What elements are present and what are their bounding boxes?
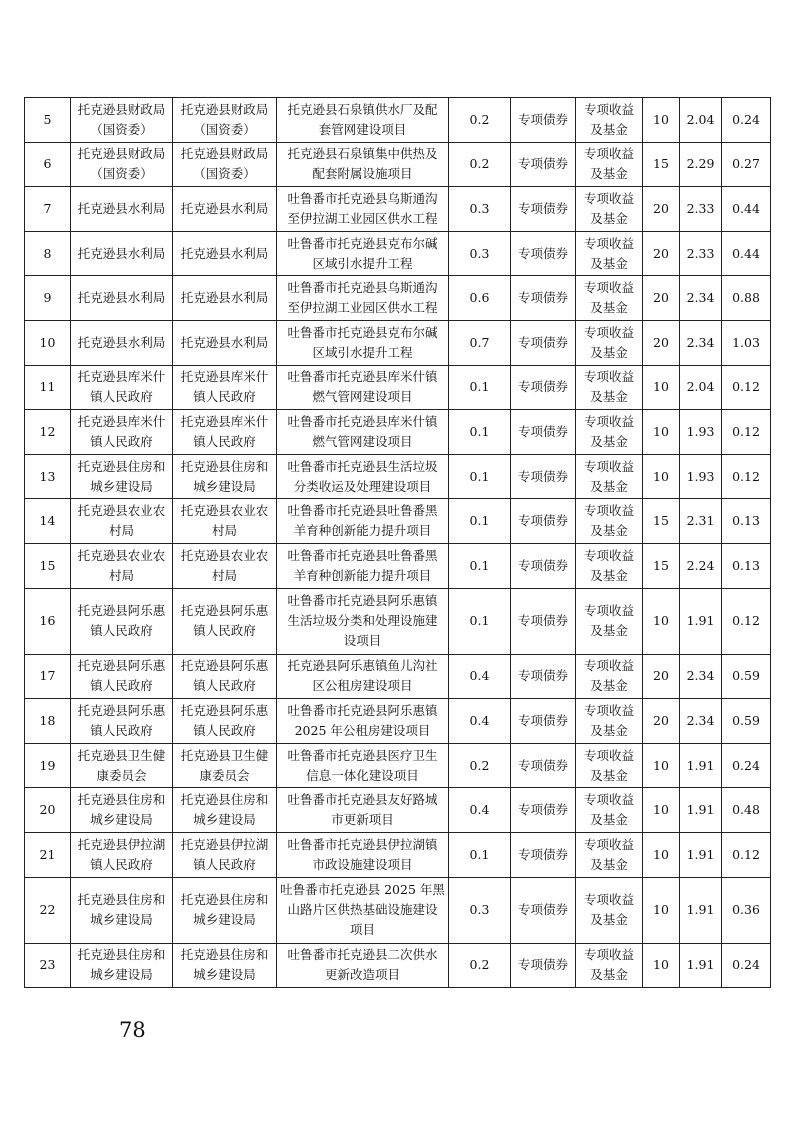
repayment-source-cell: 专项收益 及基金: [576, 743, 643, 788]
interest-rate-cell: 2.34: [680, 699, 722, 744]
term-years-cell: 15: [643, 142, 680, 187]
row-number-cell: 10: [25, 320, 71, 365]
table-row: [25, 187, 771, 232]
table-row: [25, 877, 771, 943]
borrowing-unit-cell: 托克逊县住房和 城乡建设局: [71, 454, 173, 499]
project-department-cell: 托克逊县农业农 村局: [173, 543, 277, 588]
bond-type-cell: 专项债券: [511, 788, 576, 833]
bond-amount-cell: 0.1: [449, 499, 511, 544]
interest-rate-cell: 1.91: [680, 877, 722, 943]
bond-amount-cell: 0.6: [449, 276, 511, 321]
repayment-source-cell: 专项收益 及基金: [576, 699, 643, 744]
project-name-cell: 吐鲁番市托克逊县库米什镇 燃气管网建设项目: [277, 410, 449, 455]
interest-rate-cell: 1.91: [680, 832, 722, 877]
term-years-cell: 10: [643, 98, 680, 143]
interest-amount-cell: 0.36: [722, 877, 771, 943]
table-row: [25, 543, 771, 588]
bond-type-cell: 专项债券: [511, 943, 576, 988]
bond-project-table: [24, 97, 771, 988]
interest-amount-cell: 0.13: [722, 499, 771, 544]
table-row: [25, 320, 771, 365]
bond-type-cell: 专项债券: [511, 410, 576, 455]
bond-amount-cell: 0.1: [449, 454, 511, 499]
term-years-cell: 10: [643, 454, 680, 499]
bond-amount-cell: 0.1: [449, 410, 511, 455]
project-department-cell: 托克逊县水利局: [173, 276, 277, 321]
project-name-cell: 托克逊县石泉镇供水厂及配 套管网建设项目: [277, 98, 449, 143]
project-department-cell: 托克逊县住房和 城乡建设局: [173, 788, 277, 833]
bond-amount-cell: 0.2: [449, 743, 511, 788]
project-department-cell: 托克逊县库米什 镇人民政府: [173, 365, 277, 410]
term-years-cell: 10: [643, 365, 680, 410]
table-row: [25, 788, 771, 833]
interest-amount-cell: 0.24: [722, 98, 771, 143]
interest-amount-cell: 0.44: [722, 187, 771, 232]
borrowing-unit-cell: 托克逊县农业农 村局: [71, 543, 173, 588]
term-years-cell: 10: [643, 832, 680, 877]
project-name-cell: 吐鲁番市托克逊县吐鲁番黑 羊育种创新能力提升项目: [277, 543, 449, 588]
repayment-source-cell: 专项收益 及基金: [576, 142, 643, 187]
table-row: [25, 699, 771, 744]
interest-amount-cell: 0.24: [722, 943, 771, 988]
term-years-cell: 15: [643, 543, 680, 588]
table-row: [25, 410, 771, 455]
row-number-cell: 18: [25, 699, 71, 744]
borrowing-unit-cell: 托克逊县水利局: [71, 320, 173, 365]
interest-rate-cell: 2.04: [680, 98, 722, 143]
bond-type-cell: 专项债券: [511, 454, 576, 499]
interest-rate-cell: 1.91: [680, 788, 722, 833]
project-department-cell: 托克逊县阿乐惠 镇人民政府: [173, 699, 277, 744]
bond-amount-cell: 0.4: [449, 654, 511, 699]
borrowing-unit-cell: 托克逊县水利局: [71, 231, 173, 276]
bond-type-cell: 专项债券: [511, 320, 576, 365]
borrowing-unit-cell: 托克逊县阿乐惠 镇人民政府: [71, 699, 173, 744]
interest-amount-cell: 0.48: [722, 788, 771, 833]
bond-amount-cell: 0.3: [449, 231, 511, 276]
repayment-source-cell: 专项收益 及基金: [576, 832, 643, 877]
bond-amount-cell: 0.3: [449, 187, 511, 232]
project-department-cell: 托克逊县卫生健 康委员会: [173, 743, 277, 788]
table-row: [25, 743, 771, 788]
interest-rate-cell: 2.34: [680, 276, 722, 321]
bond-type-cell: 专项债券: [511, 365, 576, 410]
borrowing-unit-cell: 托克逊县住房和 城乡建设局: [71, 943, 173, 988]
project-department-cell: 托克逊县住房和 城乡建设局: [173, 454, 277, 499]
term-years-cell: 10: [643, 877, 680, 943]
bond-type-cell: 专项债券: [511, 832, 576, 877]
bond-amount-cell: 0.2: [449, 98, 511, 143]
table-row: [25, 943, 771, 988]
interest-rate-cell: 2.04: [680, 365, 722, 410]
project-department-cell: 托克逊县住房和 城乡建设局: [173, 877, 277, 943]
table-row: [25, 98, 771, 143]
repayment-source-cell: 专项收益 及基金: [576, 410, 643, 455]
bond-type-cell: 专项债券: [511, 877, 576, 943]
repayment-source-cell: 专项收益 及基金: [576, 276, 643, 321]
repayment-source-cell: 专项收益 及基金: [576, 877, 643, 943]
interest-rate-cell: 2.33: [680, 231, 722, 276]
interest-amount-cell: 0.12: [722, 410, 771, 455]
row-number-cell: 13: [25, 454, 71, 499]
project-name-cell: 吐鲁番市托克逊县吐鲁番黑 羊育种创新能力提升项目: [277, 499, 449, 544]
interest-rate-cell: 2.34: [680, 320, 722, 365]
borrowing-unit-cell: 托克逊县住房和 城乡建设局: [71, 788, 173, 833]
bond-type-cell: 专项债券: [511, 588, 576, 654]
interest-amount-cell: 0.12: [722, 454, 771, 499]
borrowing-unit-cell: 托克逊县卫生健 康委员会: [71, 743, 173, 788]
term-years-cell: 20: [643, 187, 680, 232]
interest-amount-cell: 0.27: [722, 142, 771, 187]
project-name-cell: 吐鲁番市托克逊县二次供水 更新改造项目: [277, 943, 449, 988]
borrowing-unit-cell: 托克逊县阿乐惠 镇人民政府: [71, 654, 173, 699]
borrowing-unit-cell: 托克逊县水利局: [71, 187, 173, 232]
table-row: [25, 832, 771, 877]
bond-type-cell: 专项债券: [511, 654, 576, 699]
row-number-cell: 5: [25, 98, 71, 143]
table-row: [25, 365, 771, 410]
interest-rate-cell: 1.91: [680, 943, 722, 988]
bond-type-cell: 专项债券: [511, 231, 576, 276]
bond-amount-cell: 0.7: [449, 320, 511, 365]
term-years-cell: 10: [643, 943, 680, 988]
bond-type-cell: 专项债券: [511, 743, 576, 788]
interest-rate-cell: 1.93: [680, 410, 722, 455]
project-name-cell: 吐鲁番市托克逊县克布尔碱 区域引水提升工程: [277, 320, 449, 365]
table-row: [25, 499, 771, 544]
repayment-source-cell: 专项收益 及基金: [576, 365, 643, 410]
interest-rate-cell: 2.29: [680, 142, 722, 187]
interest-amount-cell: 1.03: [722, 320, 771, 365]
project-name-cell: 吐鲁番市托克逊县伊拉湖镇 市政设施建设项目: [277, 832, 449, 877]
interest-rate-cell: 1.93: [680, 454, 722, 499]
term-years-cell: 20: [643, 231, 680, 276]
project-department-cell: 托克逊县水利局: [173, 187, 277, 232]
interest-amount-cell: 0.12: [722, 588, 771, 654]
project-name-cell: 吐鲁番市托克逊县阿乐惠镇 2025 年公租房建设项目: [277, 699, 449, 744]
project-name-cell: 吐鲁番市托克逊县库米什镇 燃气管网建设项目: [277, 365, 449, 410]
bond-amount-cell: 0.1: [449, 832, 511, 877]
project-name-cell: 吐鲁番市托克逊县乌斯通沟 至伊拉湖工业园区供水工程: [277, 276, 449, 321]
project-name-cell: 吐鲁番市托克逊县医疗卫生 信息一体化建设项目: [277, 743, 449, 788]
bond-amount-cell: 0.2: [449, 142, 511, 187]
project-name-cell: 吐鲁番市托克逊县友好路城 市更新项目: [277, 788, 449, 833]
interest-rate-cell: 2.24: [680, 543, 722, 588]
bond-type-cell: 专项债券: [511, 98, 576, 143]
project-department-cell: 托克逊县财政局 （国资委）: [173, 142, 277, 187]
borrowing-unit-cell: 托克逊县库米什 镇人民政府: [71, 410, 173, 455]
interest-amount-cell: 0.59: [722, 654, 771, 699]
interest-amount-cell: 0.12: [722, 832, 771, 877]
interest-amount-cell: 0.44: [722, 231, 771, 276]
bond-amount-cell: 0.2: [449, 943, 511, 988]
term-years-cell: 20: [643, 699, 680, 744]
term-years-cell: 20: [643, 320, 680, 365]
interest-amount-cell: 0.24: [722, 743, 771, 788]
row-number-cell: 6: [25, 142, 71, 187]
bond-amount-cell: 0.4: [449, 788, 511, 833]
row-number-cell: 9: [25, 276, 71, 321]
interest-rate-cell: 2.34: [680, 654, 722, 699]
project-name-cell: 吐鲁番市托克逊县乌斯通沟 至伊拉湖工业园区供水工程: [277, 187, 449, 232]
project-department-cell: 托克逊县库米什 镇人民政府: [173, 410, 277, 455]
repayment-source-cell: 专项收益 及基金: [576, 98, 643, 143]
term-years-cell: 10: [643, 788, 680, 833]
project-name-cell: 吐鲁番市托克逊县生活垃圾 分类收运及处理建设项目: [277, 454, 449, 499]
repayment-source-cell: 专项收益 及基金: [576, 588, 643, 654]
repayment-source-cell: 专项收益 及基金: [576, 499, 643, 544]
project-name-cell: 吐鲁番市托克逊县 2025 年黑 山路片区供热基础设施建设 项目: [277, 877, 449, 943]
table-row: [25, 231, 771, 276]
borrowing-unit-cell: 托克逊县住房和 城乡建设局: [71, 877, 173, 943]
bond-amount-cell: 0.4: [449, 699, 511, 744]
row-number-cell: 7: [25, 187, 71, 232]
row-number-cell: 20: [25, 788, 71, 833]
term-years-cell: 10: [643, 743, 680, 788]
project-department-cell: 托克逊县农业农 村局: [173, 499, 277, 544]
borrowing-unit-cell: 托克逊县农业农 村局: [71, 499, 173, 544]
interest-amount-cell: 0.12: [722, 365, 771, 410]
page-number: 78: [119, 1018, 146, 1042]
table-row: [25, 588, 771, 654]
project-department-cell: 托克逊县住房和 城乡建设局: [173, 943, 277, 988]
term-years-cell: 20: [643, 654, 680, 699]
row-number-cell: 15: [25, 543, 71, 588]
bond-amount-cell: 0.1: [449, 543, 511, 588]
borrowing-unit-cell: 托克逊县阿乐惠 镇人民政府: [71, 588, 173, 654]
table-row: [25, 654, 771, 699]
repayment-source-cell: 专项收益 及基金: [576, 543, 643, 588]
bond-type-cell: 专项债券: [511, 276, 576, 321]
interest-rate-cell: 2.33: [680, 187, 722, 232]
bond-type-cell: 专项债券: [511, 543, 576, 588]
row-number-cell: 23: [25, 943, 71, 988]
bond-type-cell: 专项债券: [511, 142, 576, 187]
term-years-cell: 15: [643, 499, 680, 544]
bond-amount-cell: 0.1: [449, 365, 511, 410]
bond-type-cell: 专项债券: [511, 499, 576, 544]
project-name-cell: 托克逊县石泉镇集中供热及 配套附属设施项目: [277, 142, 449, 187]
project-name-cell: 托克逊县阿乐惠镇鱼儿沟社 区公租房建设项目: [277, 654, 449, 699]
term-years-cell: 10: [643, 588, 680, 654]
interest-amount-cell: 0.13: [722, 543, 771, 588]
row-number-cell: 8: [25, 231, 71, 276]
row-number-cell: 19: [25, 743, 71, 788]
term-years-cell: 20: [643, 276, 680, 321]
bond-amount-cell: 0.1: [449, 588, 511, 654]
interest-rate-cell: 1.91: [680, 743, 722, 788]
row-number-cell: 22: [25, 877, 71, 943]
project-department-cell: 托克逊县伊拉湖 镇人民政府: [173, 832, 277, 877]
bond-type-cell: 专项债券: [511, 699, 576, 744]
borrowing-unit-cell: 托克逊县财政局 （国资委）: [71, 142, 173, 187]
interest-amount-cell: 0.59: [722, 699, 771, 744]
repayment-source-cell: 专项收益 及基金: [576, 187, 643, 232]
project-department-cell: 托克逊县阿乐惠 镇人民政府: [173, 654, 277, 699]
borrowing-unit-cell: 托克逊县水利局: [71, 276, 173, 321]
borrowing-unit-cell: 托克逊县伊拉湖 镇人民政府: [71, 832, 173, 877]
project-department-cell: 托克逊县水利局: [173, 231, 277, 276]
table-row: [25, 142, 771, 187]
row-number-cell: 16: [25, 588, 71, 654]
repayment-source-cell: 专项收益 及基金: [576, 788, 643, 833]
bond-type-cell: 专项债券: [511, 187, 576, 232]
bond-amount-cell: 0.3: [449, 877, 511, 943]
interest-amount-cell: 0.88: [722, 276, 771, 321]
borrowing-unit-cell: 托克逊县库米什 镇人民政府: [71, 365, 173, 410]
table-row: [25, 454, 771, 499]
project-department-cell: 托克逊县水利局: [173, 320, 277, 365]
row-number-cell: 21: [25, 832, 71, 877]
repayment-source-cell: 专项收益 及基金: [576, 320, 643, 365]
row-number-cell: 14: [25, 499, 71, 544]
row-number-cell: 11: [25, 365, 71, 410]
term-years-cell: 10: [643, 410, 680, 455]
borrowing-unit-cell: 托克逊县财政局 （国资委）: [71, 98, 173, 143]
repayment-source-cell: 专项收益 及基金: [576, 454, 643, 499]
interest-rate-cell: 1.91: [680, 588, 722, 654]
repayment-source-cell: 专项收益 及基金: [576, 654, 643, 699]
repayment-source-cell: 专项收益 及基金: [576, 231, 643, 276]
table-row: [25, 276, 771, 321]
table-body: [25, 98, 771, 988]
project-name-cell: 吐鲁番市托克逊县阿乐惠镇 生活垃圾分类和处理设施建 设项目: [277, 588, 449, 654]
repayment-source-cell: 专项收益 及基金: [576, 943, 643, 988]
project-department-cell: 托克逊县财政局 （国资委）: [173, 98, 277, 143]
interest-rate-cell: 2.31: [680, 499, 722, 544]
row-number-cell: 17: [25, 654, 71, 699]
row-number-cell: 12: [25, 410, 71, 455]
project-department-cell: 托克逊县阿乐惠 镇人民政府: [173, 588, 277, 654]
project-name-cell: 吐鲁番市托克逊县克布尔碱 区域引水提升工程: [277, 231, 449, 276]
